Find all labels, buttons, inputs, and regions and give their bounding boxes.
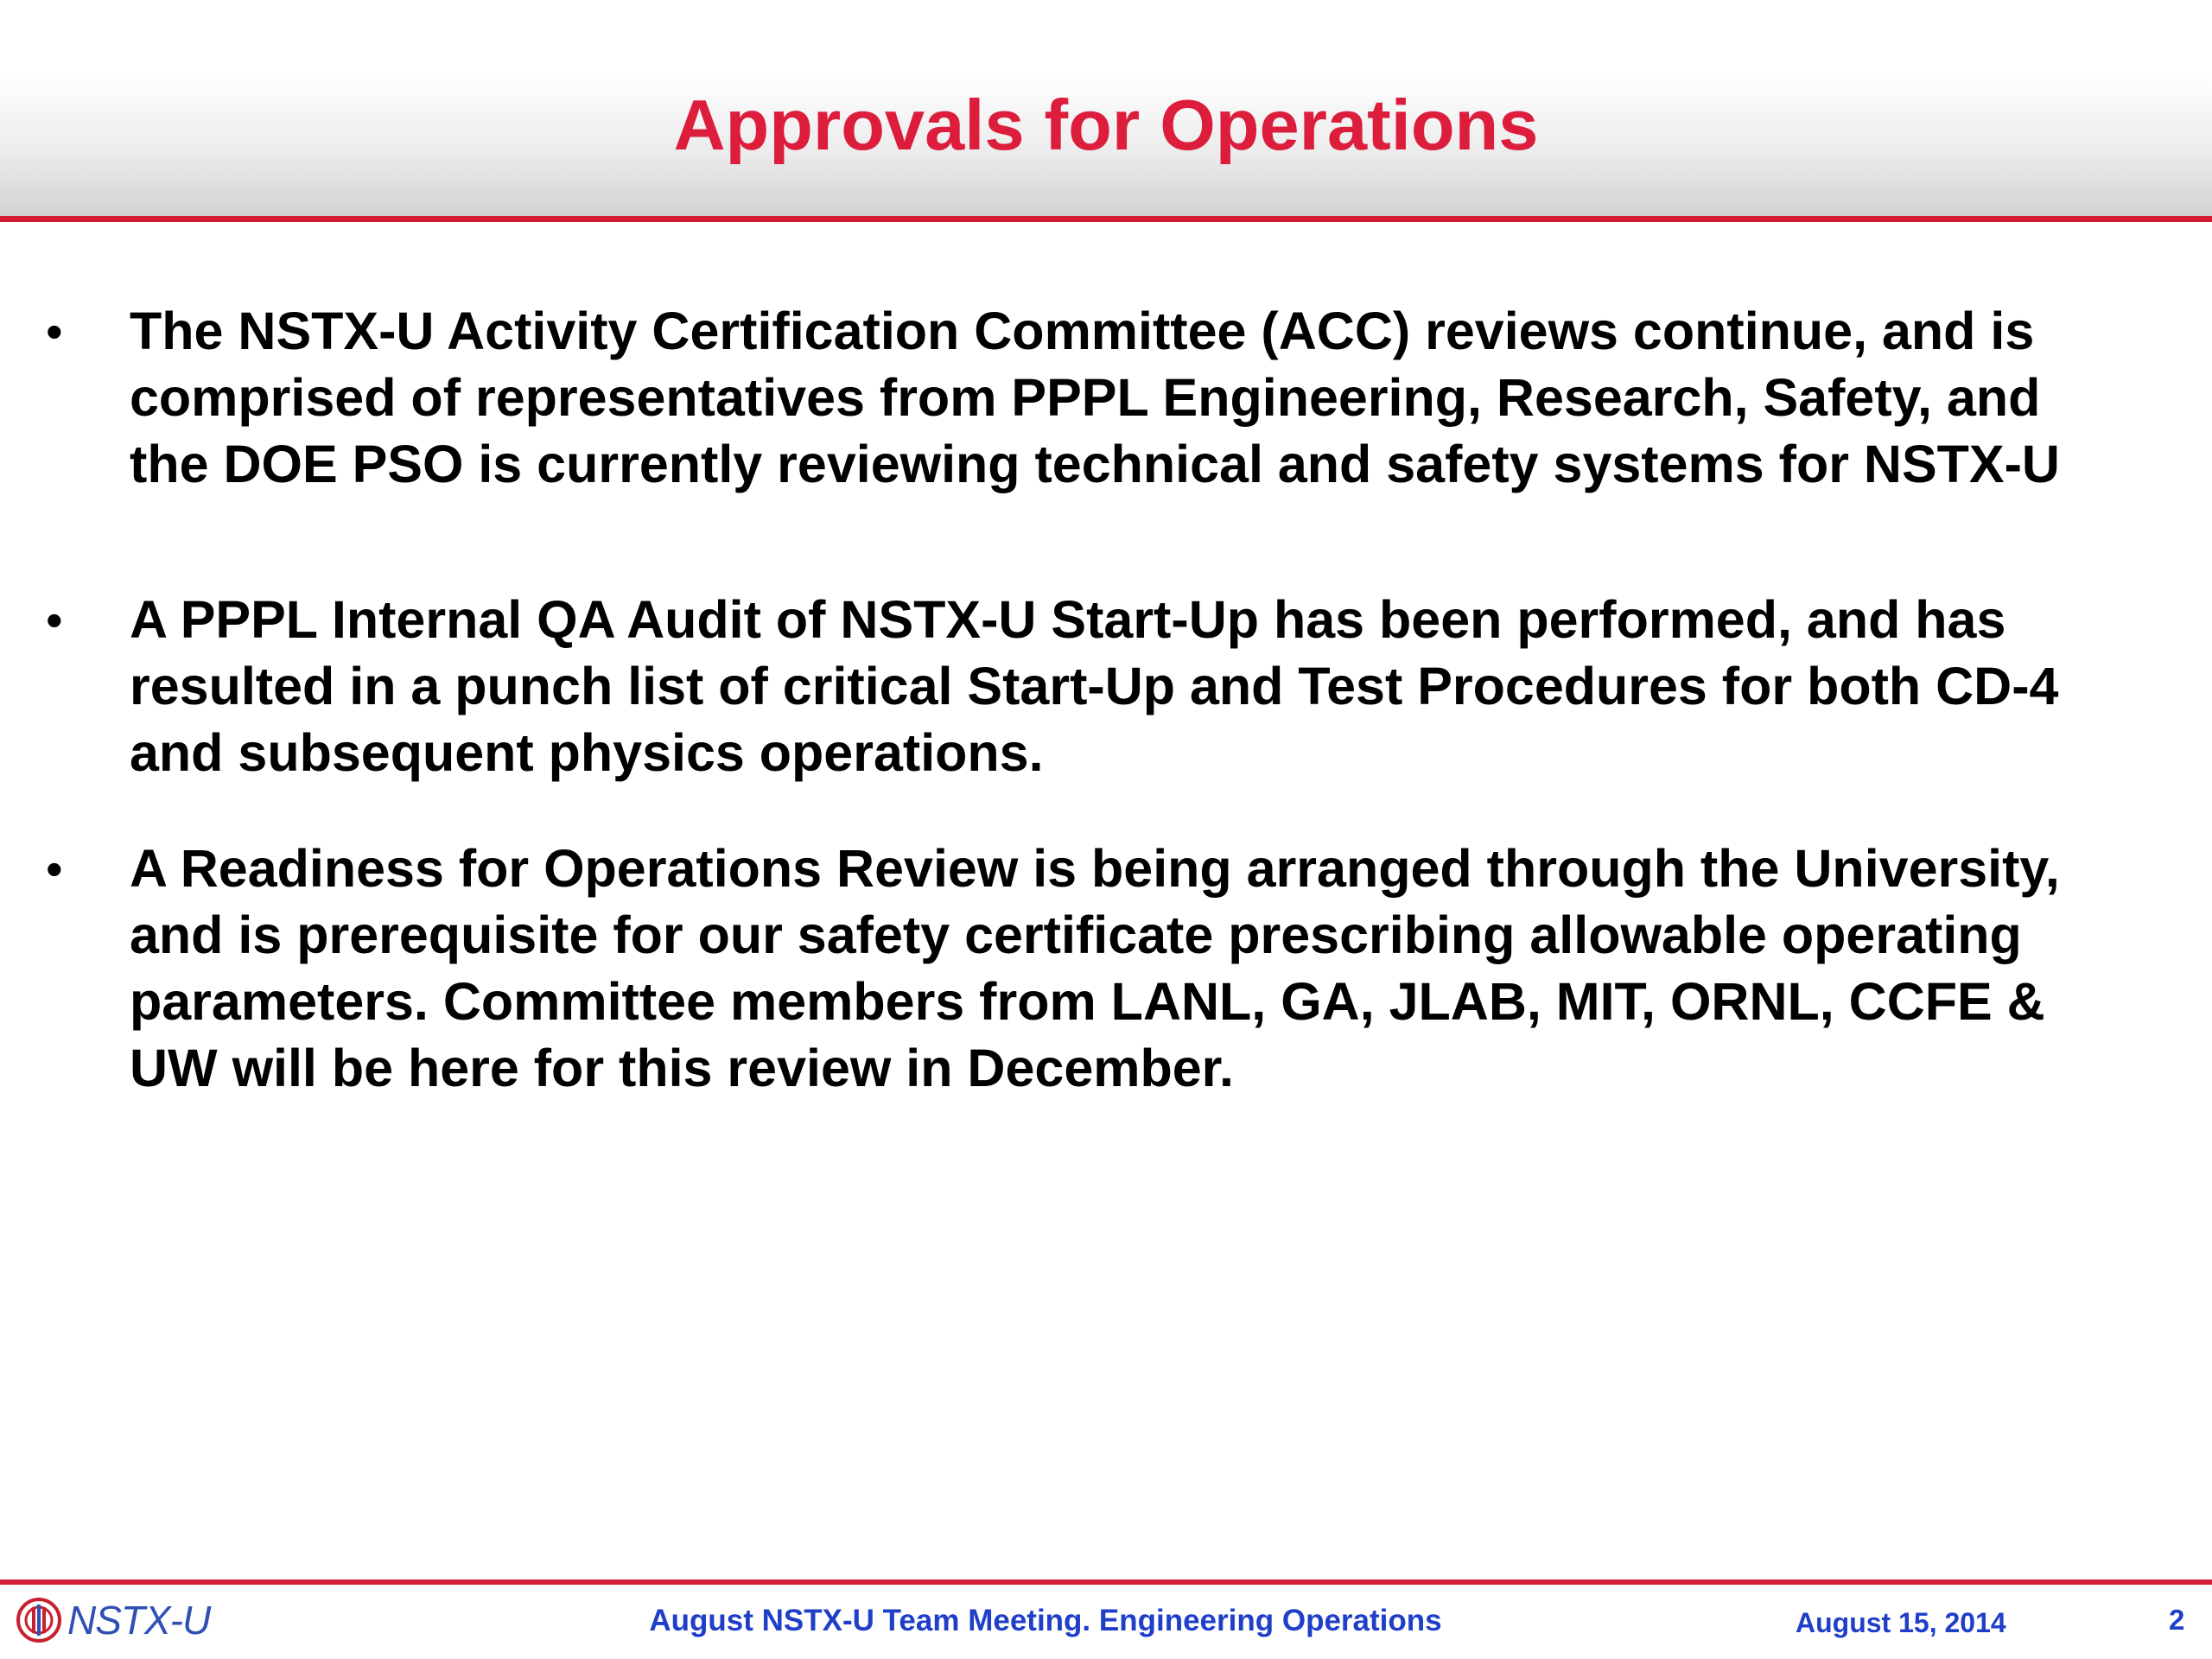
footer-logo xyxy=(16,1594,210,1646)
footer-divider xyxy=(0,1580,2212,1585)
footer-meeting-title: August NSTX-U Team Meeting. Engineering Operations xyxy=(649,1604,1442,1637)
logo-text: NSTX-U xyxy=(67,1598,211,1643)
page-number: 2 xyxy=(2169,1604,2185,1636)
bullet-dot-icon: • xyxy=(46,842,63,896)
footer-date: August 15, 2014 xyxy=(1796,1607,2006,1638)
bullet-text: A Readiness for Operations Review is being arranged through the University, and is prerequisite for our safety certificate prescribing allowable operating parameters. Committee members from LANL, GA, JLAB, MIT, ORNL, CCFE & UW will be here for this review in December. xyxy=(130,839,2060,1097)
header-divider xyxy=(0,216,2212,222)
bullet-text: A PPPL Internal QA Audit of NSTX-U Start-Up has been performed, and has resulted in a punch list of critical Start-Up and Test Procedures for both CD-4 and subsequent physics operations. xyxy=(130,590,2059,782)
nstx-u-logo-icon xyxy=(16,1597,62,1643)
bullet-dot-icon: • xyxy=(46,304,63,359)
bullet-dot-icon: • xyxy=(46,593,63,647)
slide-title: Approvals for Operations xyxy=(673,85,1539,165)
bullet-text: The NSTX-U Activity Certification Committee (ACC) reviews continue, and is comprised of representatives from PPPL Engineering, Research, Safety, and the DOE PSO is currently reviewing technical and safety systems for NSTX-U xyxy=(130,302,2060,493)
